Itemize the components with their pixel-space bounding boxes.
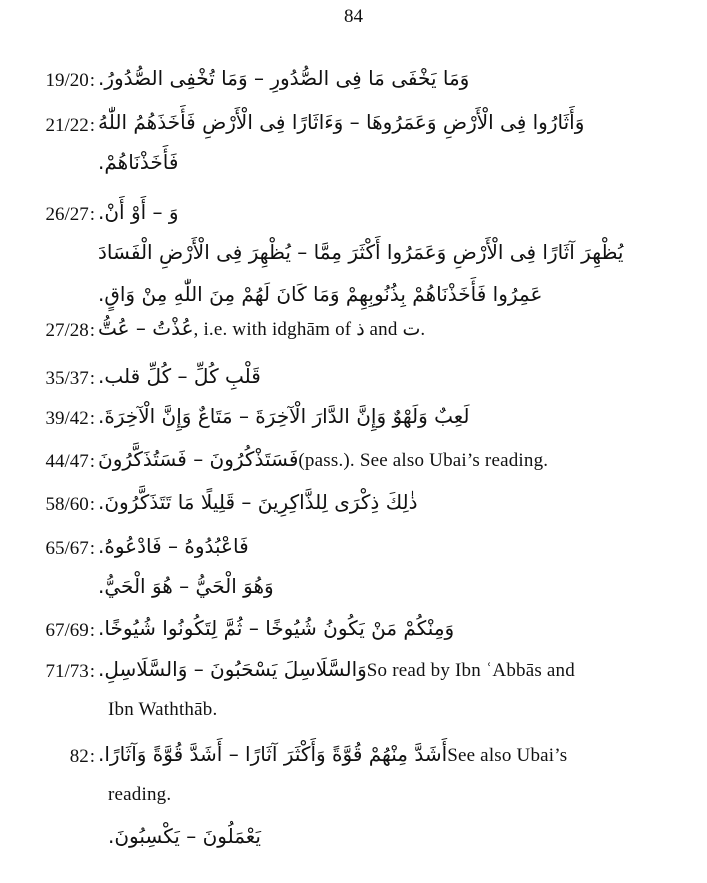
verse-ref: 19/20: (45, 70, 95, 91)
arabic-text: وَهُوَ الْحَيُّ – هُوَ الْحَيُّ. (98, 574, 274, 598)
arabic-text: وَمِنْكُمْ مَنْ يَكُونُ شُيُوخًا – ثُمَّ لِتَكُونُوا شُيُوخًا. (98, 616, 455, 640)
latin-text: So read by Ibn ʿAbbās and (366, 660, 575, 681)
latin-text: See also Ubai’s (447, 745, 568, 766)
entry-line (98, 200, 179, 224)
verse-ref: 67/69: (45, 620, 95, 641)
entry-line (108, 784, 171, 806)
entry-line (98, 66, 469, 90)
entry-line (98, 404, 470, 428)
verse-ref: 65/67: (45, 538, 95, 559)
entry-line (98, 150, 178, 174)
arabic-text: وَالسَّلَاسِلَ يَسْحَبُونَ – وَالسَّلَاسِلِ. (98, 657, 367, 681)
arabic-text: يَعْمَلُونَ – يَكْسِبُونَ. (108, 824, 261, 848)
entry-line (98, 364, 261, 388)
arabic-text: قَلْبِ كُلِّ – كُلِّ قلب. (98, 364, 261, 388)
arabic-text: فَاعْبُدُوهُ – فَادْعُوهُ. (98, 534, 249, 558)
verse-ref: 39/42: (45, 408, 95, 429)
entry-line (98, 534, 249, 558)
page-number: 84 (344, 6, 363, 27)
arabic-text: وَأَثَارُوا فِى الْأَرْضِ وَعَمَرُوهَا – وَءَاثَارًا فِى الْأَرْضِ فَأَخَذَهُمُ اللّٰهُ (98, 110, 585, 134)
entry-line (98, 447, 548, 472)
arabic-text: يُظْهِرَ آثَارًا فِى الْأَرْضِ وَعَمَرُوا أَكْثَرَ مِمَّا – يُظْهِرَ فِى الْأَرْضِ الْفَسَادَ (98, 240, 624, 264)
arabic-text: وَ – أَوْ أَنْ. (98, 200, 179, 224)
entry-line (98, 316, 425, 341)
entry-line (98, 616, 454, 640)
arabic-text: عُذْتُ – عُتُّ (98, 316, 194, 340)
arabic-text: فَأَخَذْنَاهُمْ. (98, 150, 179, 174)
verse-ref: 44/47: (45, 451, 95, 472)
entry-line (98, 240, 623, 264)
entry-line (98, 282, 542, 306)
entry-line (108, 699, 217, 721)
arabic-text: ذٰلِكَ ذِكْرَى لِلذَّاكِرِينَ – قَلِيلًا مَا تَتَذَكَّرُونَ. (98, 490, 418, 514)
entry-line (98, 110, 584, 134)
verse-ref: 21/22: (45, 115, 95, 136)
arabic-text: لَعِبٌ وَلَهْوٌ وَإِنَّ الدَّارَ الْآخِرَةَ – مَتَاعٌ وَإِنَّ الْآخِرَةَ. (98, 404, 470, 428)
arabic-text: عَمِرُوا فَأَخَذْنَاهُمْ بِذُنُوبِهِمْ وَمَا كَانَ لَهُمْ مِنَ اللّٰهِ مِنْ وَاقٍ. (98, 282, 543, 306)
entry-line (108, 824, 261, 848)
verse-ref: 71/73: (45, 661, 95, 682)
entry-line (98, 490, 418, 514)
verse-ref: 26/27: (45, 204, 95, 225)
latin-text: , i.e. with idghām of ذ and ت. (193, 319, 426, 340)
arabic-text: وَمَا يَخْفَى مَا فِى الصُّدُورِ – وَمَا تُخْفِى الصُّدُورُ. (98, 66, 470, 90)
verse-ref: 35/37: (45, 368, 95, 389)
latin-text: reading. (108, 784, 172, 805)
latin-text: (pass.). See also Ubai’s reading. (298, 450, 549, 471)
latin-text: Ibn Waththāb. (108, 699, 218, 720)
verse-ref: 58/60: (45, 494, 95, 515)
arabic-text: أَشَدَّ مِنْهُمْ قُوَّةً وَأَكْثَرَ آثَارًا – أَشَدَّ قُوَّةً وَآثَارًا. (98, 742, 448, 766)
verse-ref: 27/28: (45, 320, 95, 341)
arabic-text: فَسَتَذْكُرُونَ – فَسَتُذَكَّرُونَ (98, 447, 299, 471)
entry-line (98, 742, 567, 767)
entry-line (98, 574, 274, 598)
entry-line (98, 657, 575, 682)
verse-ref: 82: (69, 746, 95, 767)
